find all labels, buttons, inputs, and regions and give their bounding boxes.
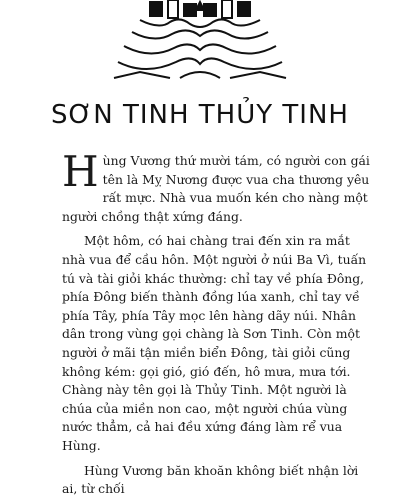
paragraph-3: Hùng Vương băn khoăn không biết nhận lời ai, từ chối [62, 462, 359, 497]
page-title: SƠN TINH THỦY TINH [51, 100, 349, 130]
paragraph-1 [62, 147, 370, 226]
paragraph-2: Một hôm, có hai chàng trai đến xin ra mắt nhà vua để cầu hôn. Một người ở núi Ba Vì, tuấn tú và tài giỏi khác thường: chỉ tay về phía Đông, phía Đông biến thành đồng lúa xanh, chỉ tay về phía Tây, phía Tây mọc lên hàng dãy núi. Nhân dân trong vùng gọi chàng là Sơn Tinh. Còn một người ở mãi tận miền biển Đông, tài giỏi cũng không kém: gọi gió, gió đến, hô mưa, mưa tới. Chàng này tên gọi là Thủy Tinh. Một người là chúa của miền non cao, một người chúa vùng nước thẳm, cả hai đều xứng đáng làm rể vua Hùng. [62, 233, 367, 453]
story-text [62, 147, 370, 499]
drop-cap: H [62, 147, 99, 196]
paragraph-1-text: ùng Vương thứ mười tám, có người con gái tên là Mỵ Nương được vua cha thương yêu rất mực. Nhà vua muốn kén cho nàng một người chồng thật xứng đáng. [62, 153, 370, 224]
mountain-waves-ornament-icon [110, 0, 290, 80]
